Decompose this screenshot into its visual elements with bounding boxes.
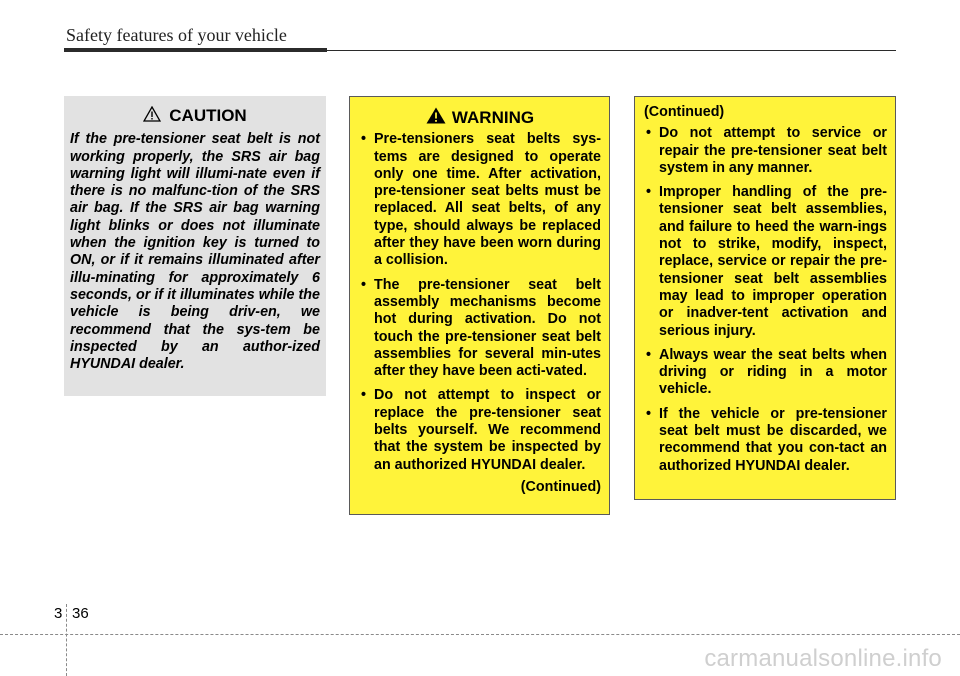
- page-number: 36: [72, 605, 89, 622]
- continued-item: • Improper handling of the pre-tensioner seat belt assemblies, and failure to heed the warn-ings not to strike, modify, inspect, replace, service or repair the pre-tensioner seat belt assemblies may lead to improper operation or inadver-tent activation and serious injury.: [644, 184, 887, 340]
- continued-item: • Always wear the seat belts when driving or riding in a motor vehicle.: [644, 347, 887, 399]
- warning-item: • The pre-tensioner seat belt assembly mechanisms become hot during activation. Do not touch the pre-tensioner seat belt assemblies for several min-utes after they have been acti-vated.: [359, 277, 601, 381]
- caution-heading: [70, 106, 320, 125]
- warning-triangle-icon: [426, 107, 452, 127]
- continued-list: [644, 125, 887, 475]
- warning-box: [349, 96, 610, 515]
- continued-item: • Do not attempt to service or repair the pre-tensioner seat belt system in any manner.: [644, 125, 887, 177]
- continued-warning-box: [634, 96, 896, 500]
- header-rule: [64, 50, 896, 51]
- caution-triangle-icon: [143, 106, 169, 125]
- continued-label: (Continued): [520, 478, 601, 495]
- warning-title: WARNING: [451, 107, 535, 127]
- warning-item: • Do not attempt to inspect or replace the pre-tensioner seat belts yourself. We recommend that the system be inspected by an authorized HYUNDAI dealer.: [359, 387, 601, 473]
- continued-item: • If the vehicle or pre-tensioner seat belt must be discarded, we recommend that you con-tact an authorized HYUNDAI dealer.: [644, 406, 887, 475]
- section-number: 3: [54, 605, 63, 622]
- warning-heading: [359, 107, 601, 127]
- caution-text: If the pre-tensioner seat belt is not working properly, the SRS air bag warning light will illumi-nate even if there is no malfunc-tion of the SRS air bag. If the SRS air bag warning light blinks or does not illuminate when the ignition key is turned to ON, or if it remains illuminated after illu-minating for approximately 6 seconds, or if it illuminates while the vehicle is being driv-en, we recommend that the sys-tem be inspected by an author-ized HYUNDAI dealer.: [70, 131, 320, 373]
- caution-title: CAUTION: [169, 106, 247, 125]
- caution-box: [64, 96, 326, 396]
- footer-dashed-divider: [66, 604, 67, 676]
- footer-dashed-rule: [0, 634, 960, 635]
- warning-item: • Pre-tensioners seat belts sys-tems are designed to operate only one time. After activation, pre-tensioner seat belts must be replaced. All seat belts, of any type, should always be replaced after they have been worn during a collision.: [359, 131, 601, 269]
- watermark: carmanualsonline.info: [704, 645, 942, 672]
- warning-list: [359, 131, 601, 474]
- continued-title: (Continued): [644, 104, 725, 120]
- page-header-title: Safety features of your vehicle: [66, 25, 287, 45]
